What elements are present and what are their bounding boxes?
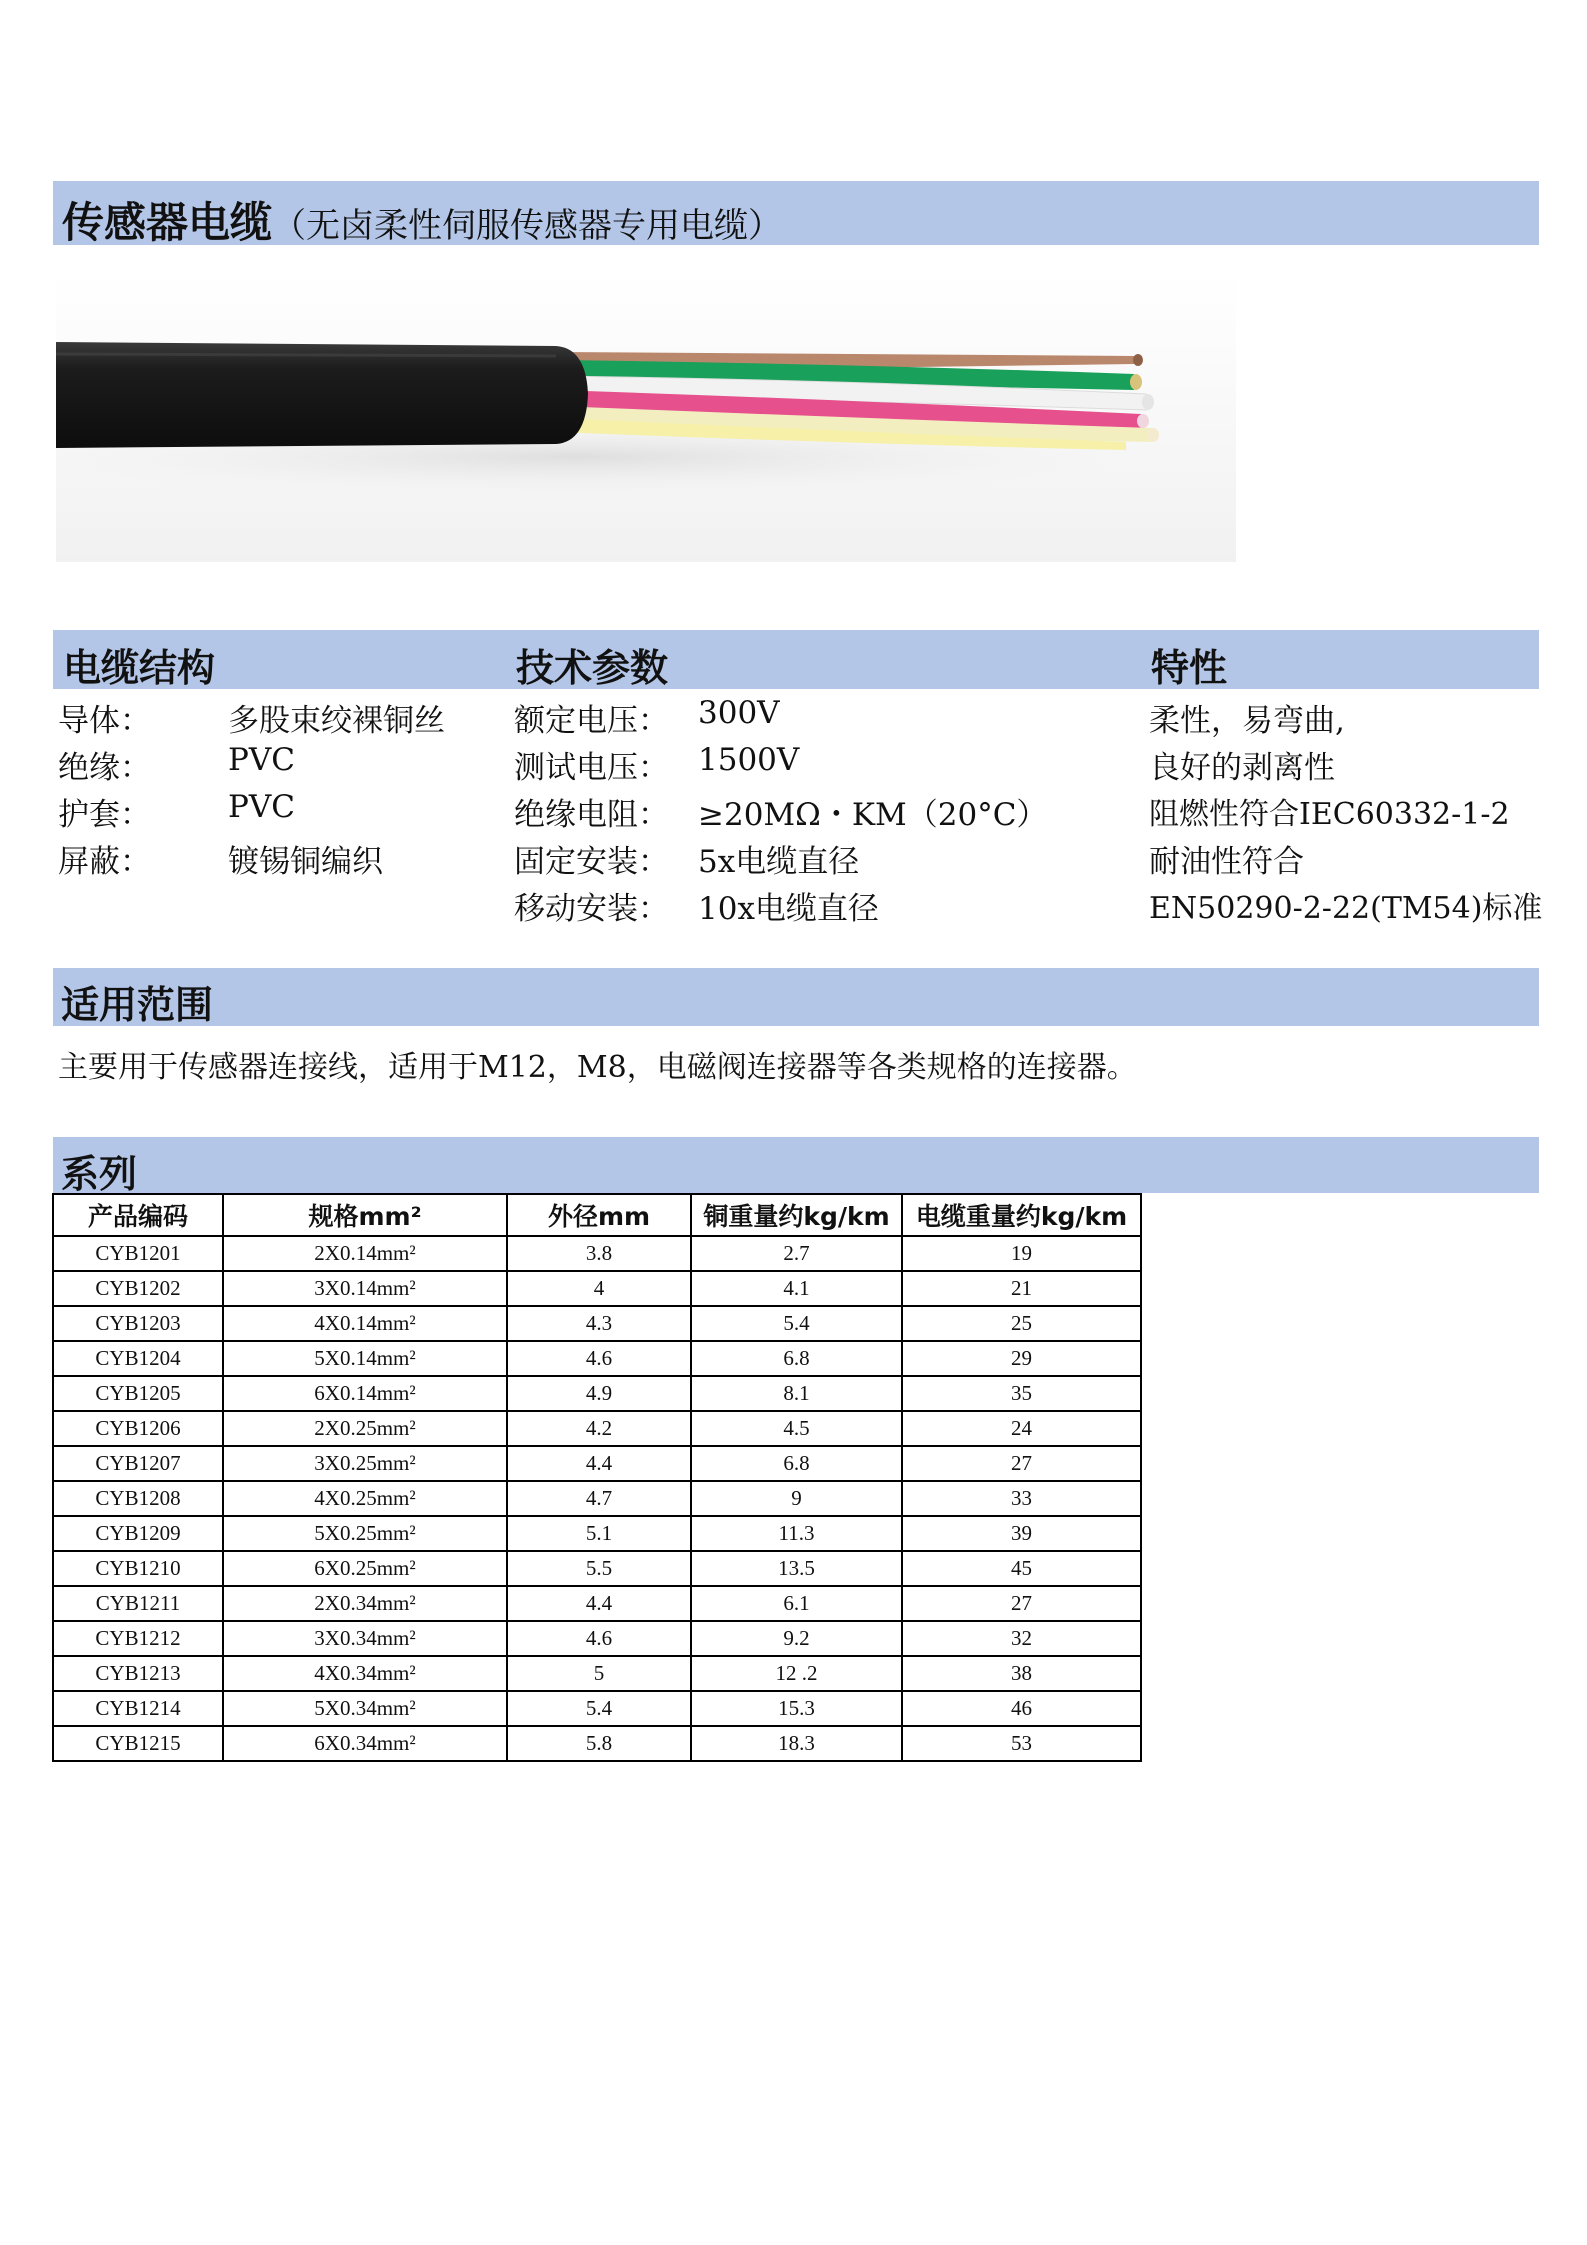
cell-od: 4 — [507, 1271, 691, 1306]
cell-weight: 35 — [902, 1376, 1141, 1411]
cell-copper: 18.3 — [691, 1726, 902, 1761]
cell-copper: 6.8 — [691, 1446, 902, 1481]
feature-line: 耐油性符合 — [1149, 844, 1304, 880]
cell-od: 4.4 — [507, 1446, 691, 1481]
feature-line: 良好的剥离性 — [1149, 750, 1335, 786]
cell-weight: 27 — [902, 1586, 1141, 1621]
tech-value: ≥20MΩ・KM（20°C） — [698, 797, 1048, 833]
tech-heading: 技术参数 — [516, 646, 669, 690]
table-row — [53, 1271, 1141, 1306]
table-header-row — [53, 1194, 1141, 1236]
scope-heading: 适用范围 — [61, 983, 214, 1027]
cell-weight: 27 — [902, 1446, 1141, 1481]
structure-value: PVC — [228, 742, 295, 778]
cell-od: 5 — [507, 1656, 691, 1691]
cell-weight: 29 — [902, 1341, 1141, 1376]
table-row — [53, 1551, 1141, 1586]
table-row — [53, 1236, 1141, 1271]
cell-code: CYB1201 — [53, 1236, 223, 1271]
cell-code: CYB1212 — [53, 1621, 223, 1656]
cell-spec: 2X0.25mm² — [223, 1411, 507, 1446]
cell-od: 4.7 — [507, 1481, 691, 1516]
cell-code: CYB1213 — [53, 1656, 223, 1691]
table-row — [53, 1656, 1141, 1691]
table-row — [53, 1306, 1141, 1341]
cable-photo — [56, 272, 1236, 562]
table-row — [53, 1411, 1141, 1446]
cell-od: 4.6 — [507, 1621, 691, 1656]
cell-weight: 19 — [902, 1236, 1141, 1271]
tech-value: 1500V — [698, 742, 800, 778]
cell-copper: 5.4 — [691, 1306, 902, 1341]
tech-value: 300V — [698, 695, 780, 731]
cell-weight: 33 — [902, 1481, 1141, 1516]
series-band — [53, 1137, 1539, 1196]
page-title — [62, 190, 782, 250]
page-title-sub: （无卤柔性伺服传感器专用电缆） — [272, 206, 783, 246]
feature-line: 阻燃性符合IEC60332-1-2 — [1149, 797, 1510, 832]
col-header-copper: 铜重量约kg/km — [691, 1194, 902, 1236]
cell-od: 4.2 — [507, 1411, 691, 1446]
cell-code: CYB1204 — [53, 1341, 223, 1376]
tech-label: 额定电压： — [514, 703, 669, 739]
table-row — [53, 1516, 1141, 1551]
cell-copper: 4.1 — [691, 1271, 902, 1306]
cell-copper: 6.1 — [691, 1586, 902, 1621]
cell-code: CYB1208 — [53, 1481, 223, 1516]
structure-label: 护套： — [58, 797, 151, 833]
structure-label: 导体： — [58, 703, 151, 739]
cell-od: 5.8 — [507, 1726, 691, 1761]
cell-code: CYB1203 — [53, 1306, 223, 1341]
table-row — [53, 1621, 1141, 1656]
cell-od: 4.9 — [507, 1376, 691, 1411]
cable-jacket — [56, 342, 588, 448]
cell-code: CYB1202 — [53, 1271, 223, 1306]
cell-od: 4.6 — [507, 1341, 691, 1376]
cell-copper: 4.5 — [691, 1411, 902, 1446]
cell-copper: 6.8 — [691, 1341, 902, 1376]
cell-weight: 53 — [902, 1726, 1141, 1761]
table-row — [53, 1586, 1141, 1621]
series-table — [52, 1193, 1142, 1762]
cell-weight: 21 — [902, 1271, 1141, 1306]
col-header-spec: 规格mm² — [223, 1194, 507, 1236]
series-heading: 系列 — [61, 1152, 138, 1196]
cell-spec: 6X0.25mm² — [223, 1551, 507, 1586]
cell-spec: 3X0.25mm² — [223, 1446, 507, 1481]
cell-code: CYB1205 — [53, 1376, 223, 1411]
cell-weight: 45 — [902, 1551, 1141, 1586]
cell-spec: 4X0.25mm² — [223, 1481, 507, 1516]
cell-copper: 13.5 — [691, 1551, 902, 1586]
cell-weight: 46 — [902, 1691, 1141, 1726]
cell-spec: 2X0.14mm² — [223, 1236, 507, 1271]
table-body — [53, 1236, 1141, 1761]
col-header-od: 外径mm — [507, 1194, 691, 1236]
cell-od: 3.8 — [507, 1236, 691, 1271]
cell-spec: 5X0.34mm² — [223, 1691, 507, 1726]
structure-value: PVC — [228, 789, 295, 825]
cell-copper: 12 .2 — [691, 1656, 902, 1691]
table-row — [53, 1341, 1141, 1376]
cell-weight: 25 — [902, 1306, 1141, 1341]
table-row — [53, 1726, 1141, 1761]
cell-copper: 2.7 — [691, 1236, 902, 1271]
cell-spec: 4X0.14mm² — [223, 1306, 507, 1341]
structure-label: 屏蔽： — [58, 844, 151, 880]
col-header-weight: 电缆重量约kg/km — [902, 1194, 1141, 1236]
tech-value: 5x电缆直径 — [698, 844, 860, 880]
cell-spec: 6X0.34mm² — [223, 1726, 507, 1761]
cell-code: CYB1209 — [53, 1516, 223, 1551]
scope-text: 主要用于传感器连接线，适用于M12，M8，电磁阀连接器等各类规格的连接器。 — [58, 1050, 1137, 1085]
cell-code: CYB1211 — [53, 1586, 223, 1621]
cell-spec: 4X0.34mm² — [223, 1656, 507, 1691]
cell-code: CYB1215 — [53, 1726, 223, 1761]
cell-code: CYB1207 — [53, 1446, 223, 1481]
structure-value: 镀锡铜编织 — [228, 844, 383, 880]
tech-value: 10x电缆直径 — [698, 891, 879, 927]
cell-spec: 5X0.14mm² — [223, 1341, 507, 1376]
cell-weight: 24 — [902, 1411, 1141, 1446]
structure-heading: 电缆结构 — [63, 646, 216, 690]
cell-copper: 8.1 — [691, 1376, 902, 1411]
cell-code: CYB1206 — [53, 1411, 223, 1446]
cell-code: CYB1214 — [53, 1691, 223, 1726]
cell-copper: 9.2 — [691, 1621, 902, 1656]
cell-spec: 5X0.25mm² — [223, 1516, 507, 1551]
cell-weight: 38 — [902, 1656, 1141, 1691]
cell-spec: 3X0.34mm² — [223, 1621, 507, 1656]
page-title-main: 传感器电缆 — [62, 198, 273, 247]
table-row — [53, 1691, 1141, 1726]
tech-label: 固定安装： — [514, 844, 669, 880]
tech-label: 绝缘电阻： — [514, 797, 669, 833]
table-row — [53, 1376, 1141, 1411]
tech-label: 移动安装： — [514, 891, 669, 927]
cell-spec: 3X0.14mm² — [223, 1271, 507, 1306]
col-header-code: 产品编码 — [53, 1194, 223, 1236]
cell-od: 5.5 — [507, 1551, 691, 1586]
cell-copper: 9 — [691, 1481, 902, 1516]
cell-od: 5.1 — [507, 1516, 691, 1551]
structure-value: 多股束绞裸铜丝 — [228, 703, 445, 739]
cell-copper: 15.3 — [691, 1691, 902, 1726]
table-row — [53, 1446, 1141, 1481]
scope-band — [53, 968, 1539, 1026]
cell-weight: 39 — [902, 1516, 1141, 1551]
cell-od: 4.3 — [507, 1306, 691, 1341]
specs-band — [53, 630, 1539, 689]
cell-od: 5.4 — [507, 1691, 691, 1726]
table-row — [53, 1481, 1141, 1516]
feature-line: EN50290-2-22(TM54)标准 — [1149, 891, 1543, 926]
cell-weight: 32 — [902, 1621, 1141, 1656]
cell-code: CYB1210 — [53, 1551, 223, 1586]
tech-label: 测试电压： — [514, 750, 669, 786]
cell-od: 4.4 — [507, 1586, 691, 1621]
feature-line: 柔性，易弯曲, — [1149, 703, 1345, 739]
structure-label: 绝缘： — [58, 750, 151, 786]
title-band — [53, 181, 1539, 245]
cell-spec: 6X0.14mm² — [223, 1376, 507, 1411]
cell-spec: 2X0.34mm² — [223, 1586, 507, 1621]
features-heading: 特性 — [1151, 646, 1228, 690]
cell-copper: 11.3 — [691, 1516, 902, 1551]
